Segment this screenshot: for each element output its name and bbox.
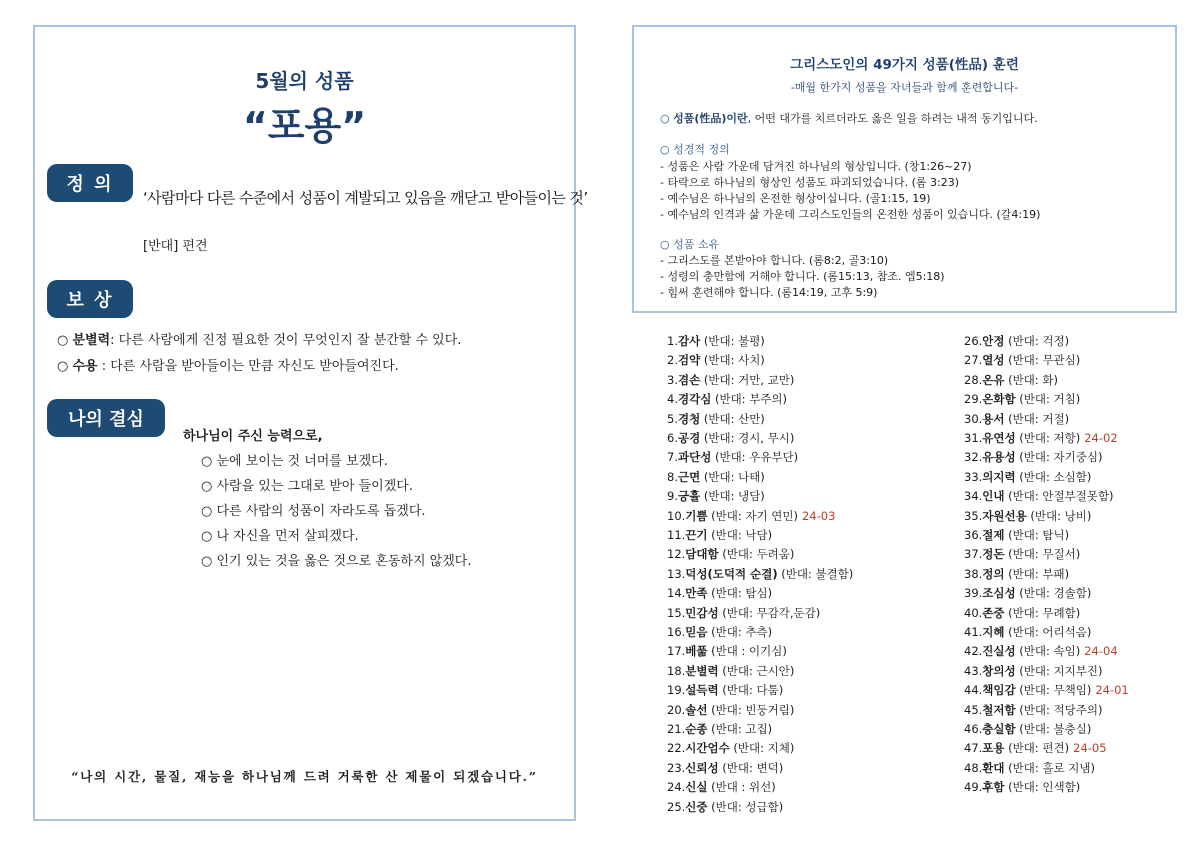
virtue-number: 41. xyxy=(964,625,983,639)
definition-label: 정 의 xyxy=(47,164,133,202)
virtue-number: 28. xyxy=(964,372,983,387)
virtue-number: 3. xyxy=(667,372,678,387)
virtue-antonym: (반대: 안절부절못함) xyxy=(1004,489,1114,504)
virtue-antonym: (반대: 지체) xyxy=(729,741,795,756)
virtue-name: 시간엄수 xyxy=(685,741,730,756)
virtue-name: 분별력 xyxy=(685,663,719,678)
virtue-antonym: (반대: 성급함) xyxy=(707,799,784,814)
virtue-name: 신실 xyxy=(685,780,708,795)
virtue-antonym: (반대: 불결함) xyxy=(777,566,854,581)
virtue-title: “포용” xyxy=(242,104,367,148)
virtue-name: 철저함 xyxy=(982,702,1016,717)
virtue-number: 18. xyxy=(667,663,686,678)
biblical-line: - 예수님은 하나님의 온전한 형상이십니다. (골1:15, 19) xyxy=(660,192,931,205)
virtue-list-item xyxy=(667,527,772,543)
virtue-list-item xyxy=(964,663,1102,679)
virtue-name: 포용 xyxy=(982,741,1005,756)
virtue-list-item xyxy=(667,799,783,815)
virtue-number: 12. xyxy=(667,547,686,562)
virtue-antonym: (반대: 낭비) xyxy=(1026,508,1092,523)
virtue-antonym: (반대: 저항) xyxy=(1015,431,1081,445)
virtue-name: 의지력 xyxy=(982,469,1016,484)
virtue-number: 15. xyxy=(667,605,686,620)
virtue-number: 26. xyxy=(964,334,983,348)
virtue-name: 순종 xyxy=(685,722,708,736)
virtue-antonym: (반대: 거절) xyxy=(1004,411,1070,426)
virtue-antonym: (반대: 부주의) xyxy=(711,392,788,407)
virtue-list-item xyxy=(667,372,794,388)
virtue-number: 21. xyxy=(667,722,686,736)
virtue-list-item xyxy=(667,663,794,679)
month-title: 5월의 성품 xyxy=(255,69,354,93)
virtue-list-item xyxy=(964,760,1095,776)
definition-text: ‘사람마다 다른 수준에서 성품이 계발되고 있음을 깨닫고 받아들이는 것’ xyxy=(143,189,588,207)
virtue-list-item xyxy=(964,585,1091,601)
virtue-antonym: (반대: 거만, 교만) xyxy=(700,372,795,387)
virtue-antonym: (반대: 탐심) xyxy=(707,586,773,601)
virtue-list-item xyxy=(667,546,794,562)
virtue-list-item xyxy=(667,760,783,776)
reward-term: 분별력 xyxy=(72,333,111,348)
virtue-name: 열성 xyxy=(982,353,1005,368)
virtue-antonym: (반대: 자기 연민) xyxy=(707,508,798,523)
virtue-list-item xyxy=(667,682,783,698)
virtue-antonym: (반대: 변덕) xyxy=(718,760,784,775)
virtue-number: 23. xyxy=(667,760,686,775)
virtue-list-item xyxy=(667,605,820,621)
training-info-panel xyxy=(632,25,1177,313)
virtue-number: 45. xyxy=(964,702,983,717)
resolve-label: 나의 결심 xyxy=(47,399,165,437)
resolve-item: ○ 눈에 보이는 것 너머를 보겠다. xyxy=(201,454,388,469)
virtue-number: 8. xyxy=(667,469,678,484)
virtue-number: 38. xyxy=(964,566,983,581)
virtue-list-item xyxy=(964,779,1080,795)
virtue-list-item xyxy=(964,430,1118,446)
month-tag: 24-01 xyxy=(1095,683,1129,698)
training-title: 그리스도인의 49가지 성품(性品) 훈련 xyxy=(790,57,1019,73)
virtue-name: 온화함 xyxy=(982,392,1016,407)
antonym-text: [반대] 편견 xyxy=(143,239,208,254)
virtue-name: 신뢰성 xyxy=(685,760,719,775)
virtue-number: 47. xyxy=(964,741,983,756)
virtue-antonym: (반대: 나태) xyxy=(700,469,765,484)
resolve-heading: 하나님이 주신 능력으로, xyxy=(183,429,323,444)
virtue-antonym: (반대: 자기중심) xyxy=(1015,450,1103,465)
reward-item: ○ 수용 : 다른 사람을 받아들이는 만큼 자신도 받아들여진다. xyxy=(57,359,399,374)
virtue-name: 진실성 xyxy=(982,644,1016,659)
virtue-antonym: (반대: 소심함) xyxy=(1015,469,1092,484)
virtue-number: 5. xyxy=(667,411,678,426)
virtue-name: 후함 xyxy=(982,780,1005,795)
virtue-list-item xyxy=(964,333,1069,349)
virtue-list-item xyxy=(667,508,835,524)
month-tag: 24-03 xyxy=(801,508,836,523)
virtue-number: 29. xyxy=(964,392,983,407)
virtue-list-item xyxy=(667,779,776,795)
virtue-number: 25. xyxy=(667,799,686,814)
virtue-antonym: (반대: 적당주의) xyxy=(1015,702,1103,717)
virtue-number: 14. xyxy=(667,586,686,601)
virtue-name: 정의 xyxy=(982,566,1005,581)
virtue-antonym: (반대: 불충실) xyxy=(1015,722,1092,736)
virtue-antonym: (반대: 근시안) xyxy=(718,663,795,678)
virtue-list-item xyxy=(667,740,794,756)
virtue-number: 20. xyxy=(667,702,686,717)
virtue-antonym: (반대: 홀로 지냄) xyxy=(1004,760,1095,775)
virtue-list-item xyxy=(667,411,765,427)
virtue-antonym: (반대: 빈둥거림) xyxy=(707,702,795,717)
virtue-name: 용서 xyxy=(982,411,1005,426)
virtue-antonym: (반대: 고집) xyxy=(707,722,773,736)
virtue-number: 2. xyxy=(667,353,678,368)
virtue-number: 32. xyxy=(964,450,983,465)
resolve-item: ○ 나 자신을 먼저 살피겠다. xyxy=(201,529,359,544)
virtue-name: 민감성 xyxy=(685,605,719,620)
virtue-antonym: (반대: 두려움) xyxy=(718,547,795,562)
virtue-name: 자원선용 xyxy=(982,508,1027,523)
reward-item: ○ 분별력: 다른 사람에게 진정 필요한 것이 무엇인지 잘 분간할 수 있다. xyxy=(57,333,462,348)
virtue-name: 존중 xyxy=(982,605,1005,620)
virtue-number: 46. xyxy=(964,722,983,736)
virtue-name: 끈기 xyxy=(685,528,708,542)
virtue-antonym: (반대: 인색함) xyxy=(1004,780,1081,795)
virtue-number: 30. xyxy=(964,411,983,426)
virtue-antonym: (반대: 무감각,둔감) xyxy=(718,605,821,620)
virtue-name: 감사 xyxy=(677,334,701,348)
virtue-number: 39. xyxy=(964,586,983,601)
virtue-number: 19. xyxy=(667,683,686,698)
virtue-name: 공경 xyxy=(677,431,701,445)
virtue-antonym: (반대: 경솔함) xyxy=(1015,586,1092,601)
virtue-list-item xyxy=(964,391,1080,407)
virtue-name: 신중 xyxy=(685,799,708,814)
virtue-number: 6. xyxy=(667,431,678,445)
virtue-number: 13. xyxy=(667,566,686,581)
virtue-number: 1. xyxy=(667,334,678,348)
biblical-line: - 성품은 사람 가운데 담겨진 하나님의 형상입니다. (창1:26~27) xyxy=(660,160,972,173)
virtue-antonym: (반대: 사치) xyxy=(700,353,765,368)
virtue-antonym: (반대: 속임) xyxy=(1015,644,1081,659)
virtue-number: 7. xyxy=(667,450,678,465)
virtue-antonym: (반대: 산만) xyxy=(700,411,765,426)
virtue-antonym: (반대: 탐닉) xyxy=(1004,528,1070,542)
virtue-name: 검약 xyxy=(677,353,701,368)
virtue-antonym: (반대: 다툼) xyxy=(718,683,784,698)
virtue-number: 9. xyxy=(667,489,678,504)
virtue-name: 유연성 xyxy=(982,431,1016,445)
virtue-name: 기쁨 xyxy=(685,508,708,523)
commitment-text: “나의 시간, 물질, 재능을 하나님께 드려 거룩한 산 제물이 되겠습니다.” xyxy=(71,769,538,784)
virtue-antonym: (반대: 어리석음) xyxy=(1004,625,1092,639)
virtue-number: 49. xyxy=(964,780,983,795)
virtue-antonym: (반대: 부패) xyxy=(1004,566,1070,581)
ownership-line: - 그리스도를 본받아야 합니다. (롬8:2, 골3:10) xyxy=(660,254,889,267)
virtue-number: 31. xyxy=(964,431,983,445)
virtue-list-item xyxy=(667,430,794,446)
virtue-list-item xyxy=(964,411,1069,427)
training-subtitle: -매월 한가지 성품을 자녀들과 함께 훈련합니다- xyxy=(790,81,1019,94)
virtue-antonym: (반대: 무관심) xyxy=(1004,353,1081,368)
virtue-name: 만족 xyxy=(685,586,708,601)
virtue-number: 48. xyxy=(964,760,983,775)
virtue-number: 4. xyxy=(667,392,678,407)
virtue-list-item xyxy=(964,508,1091,524)
virtue-antonym: (반대: 걱정) xyxy=(1004,334,1070,348)
virtue-number: 22. xyxy=(667,741,686,756)
virtue-list-item xyxy=(964,527,1069,543)
virtue-list-item xyxy=(964,488,1114,504)
virtue-name: 인내 xyxy=(982,489,1005,504)
month-tag: 24-02 xyxy=(1084,431,1118,445)
virtue-list-item xyxy=(964,352,1080,368)
virtue-name: 과단성 xyxy=(677,450,712,465)
virtue-list-item xyxy=(964,566,1069,582)
virtue-name: 책임감 xyxy=(982,683,1016,698)
virtue-number: 10. xyxy=(667,508,686,523)
virtue-name: 솔선 xyxy=(685,702,708,717)
virtue-name: 창의성 xyxy=(982,663,1016,678)
virtue-number: 27. xyxy=(964,353,983,368)
virtue-number: 37. xyxy=(964,547,983,562)
virtue-number: 24. xyxy=(667,780,686,795)
virtue-list-item xyxy=(667,333,765,349)
virtue-antonym: (반대: 무책임) xyxy=(1015,683,1092,698)
virtue-number: 36. xyxy=(964,528,983,542)
month-tag: 24-05 xyxy=(1073,741,1107,756)
virtue-name: 담대함 xyxy=(685,547,719,562)
virtue-name: 조심성 xyxy=(982,586,1016,601)
virtue-name: 근면 xyxy=(677,469,701,484)
virtue-name: 유용성 xyxy=(982,450,1016,465)
biblical-line: - 타락으로 하나님의 형상인 성품도 파괴되었습니다. (롬 3:23) xyxy=(660,176,959,189)
virtue-list-item xyxy=(964,449,1102,465)
reward-term: 수용 xyxy=(72,359,98,374)
character-definition: ○ 성품(性品)이란, 어떤 대가를 치르더라도 옳은 일을 하려는 내적 동기입니다. xyxy=(660,112,1038,125)
ownership-line: - 힘써 훈련해야 합니다. (롬14:19, 고후 5:9) xyxy=(660,286,878,299)
virtue-list-item xyxy=(964,721,1091,737)
resolve-item: ○ 다른 사람의 성품이 자라도록 돕겠다. xyxy=(201,504,426,519)
virtue-number: 42. xyxy=(964,644,983,659)
virtue-list-item xyxy=(667,391,787,407)
virtue-antonym: (반대 : 이기심) xyxy=(707,644,787,659)
virtue-list-item xyxy=(964,546,1080,562)
virtue-list-item xyxy=(667,721,772,737)
month-tag: 24-04 xyxy=(1084,644,1118,659)
resolve-item: ○ 사람을 있는 그대로 받아 들이겠다. xyxy=(201,479,413,494)
virtue-list-item xyxy=(667,585,772,601)
virtue-antonym: (반대 : 위선) xyxy=(707,780,776,795)
virtue-antonym: (반대: 무질서) xyxy=(1004,547,1081,562)
virtue-name: 정돈 xyxy=(982,547,1005,562)
virtue-list-item xyxy=(667,624,772,640)
virtue-antonym: (반대: 거침) xyxy=(1015,392,1081,407)
virtue-name: 덕성(도덕적 순결) xyxy=(685,566,778,581)
virtue-list-item xyxy=(964,605,1080,621)
reward-desc: : 다른 사람에게 진정 필요한 것이 무엇인지 잘 분간할 수 있다. xyxy=(110,333,462,348)
virtue-list-item xyxy=(964,643,1118,659)
virtue-list-item xyxy=(667,488,765,504)
virtue-name: 절제 xyxy=(982,528,1005,542)
virtue-antonym: (반대: 지지부진) xyxy=(1015,663,1103,678)
virtue-name: 긍휼 xyxy=(677,489,701,504)
virtue-number: 17. xyxy=(667,644,686,659)
biblical-definition-heading: ○ 성경적 정의 xyxy=(660,143,730,156)
virtue-antonym: (반대: 편견) xyxy=(1004,741,1070,756)
reward-desc: : 다른 사람을 받아들이는 만큼 자신도 받아들여진다. xyxy=(97,359,399,374)
virtue-number: 43. xyxy=(964,663,983,678)
virtue-number: 44. xyxy=(964,683,983,698)
virtue-name: 온유 xyxy=(982,372,1005,387)
virtue-list-item xyxy=(964,702,1102,718)
virtue-antonym: (반대: 무례함) xyxy=(1004,605,1081,620)
reward-label: 보 상 xyxy=(47,280,133,318)
virtue-number: 40. xyxy=(964,605,983,620)
virtue-number: 11. xyxy=(667,528,686,542)
virtue-list-item xyxy=(667,566,853,582)
virtue-list-item xyxy=(667,469,765,485)
virtue-name: 겸손 xyxy=(677,372,701,387)
virtue-antonym: (반대: 우유부단) xyxy=(711,450,799,465)
virtue-name: 환대 xyxy=(982,760,1005,775)
virtue-list-item xyxy=(964,624,1091,640)
virtue-antonym: (반대: 불평) xyxy=(700,334,765,348)
virtue-name: 믿음 xyxy=(685,625,708,639)
virtue-number: 34. xyxy=(964,489,983,504)
virtue-list-item xyxy=(964,372,1058,388)
virtue-number: 16. xyxy=(667,625,686,639)
virtue-antonym: (반대: 경시, 무시) xyxy=(700,431,795,445)
virtue-number: 33. xyxy=(964,469,983,484)
virtue-antonym: (반대: 추측) xyxy=(707,625,773,639)
virtue-list-item xyxy=(667,643,787,659)
virtue-antonym: (반대: 낙담) xyxy=(707,528,773,542)
virtue-list-item xyxy=(964,740,1107,756)
virtue-list-item xyxy=(667,352,765,368)
virtue-name: 지혜 xyxy=(982,625,1005,639)
virtue-list-item xyxy=(964,469,1091,485)
virtue-list-item xyxy=(964,682,1129,698)
ownership-line: - 성령의 충만함에 거해야 합니다. (롬15:13, 참조. 엡5:18) xyxy=(660,270,945,283)
virtue-name: 설득력 xyxy=(685,683,719,698)
monthly-virtue-panel xyxy=(33,25,588,821)
virtue-name: 경청 xyxy=(677,411,701,426)
resolve-item: ○ 인기 있는 것을 옳은 것으로 혼동하지 않겠다. xyxy=(201,554,472,569)
biblical-line: - 예수님의 인격과 삶 가운데 그리스도인들의 온전한 성품이 있습니다. (갈4:19) xyxy=(660,208,1041,221)
virtue-name: 베풂 xyxy=(685,644,708,659)
virtue-name: 경각심 xyxy=(677,392,712,407)
ownership-heading: ○ 성품 소유 xyxy=(660,238,720,251)
virtue-antonym: (반대: 냉담) xyxy=(700,489,765,504)
virtue-number: 35. xyxy=(964,508,983,523)
virtue-name: 충실함 xyxy=(982,722,1016,736)
virtue-list-item xyxy=(667,449,798,465)
virtue-list-item xyxy=(667,702,794,718)
virtue-name: 안정 xyxy=(982,334,1005,348)
virtue-antonym: (반대: 화) xyxy=(1004,372,1059,387)
